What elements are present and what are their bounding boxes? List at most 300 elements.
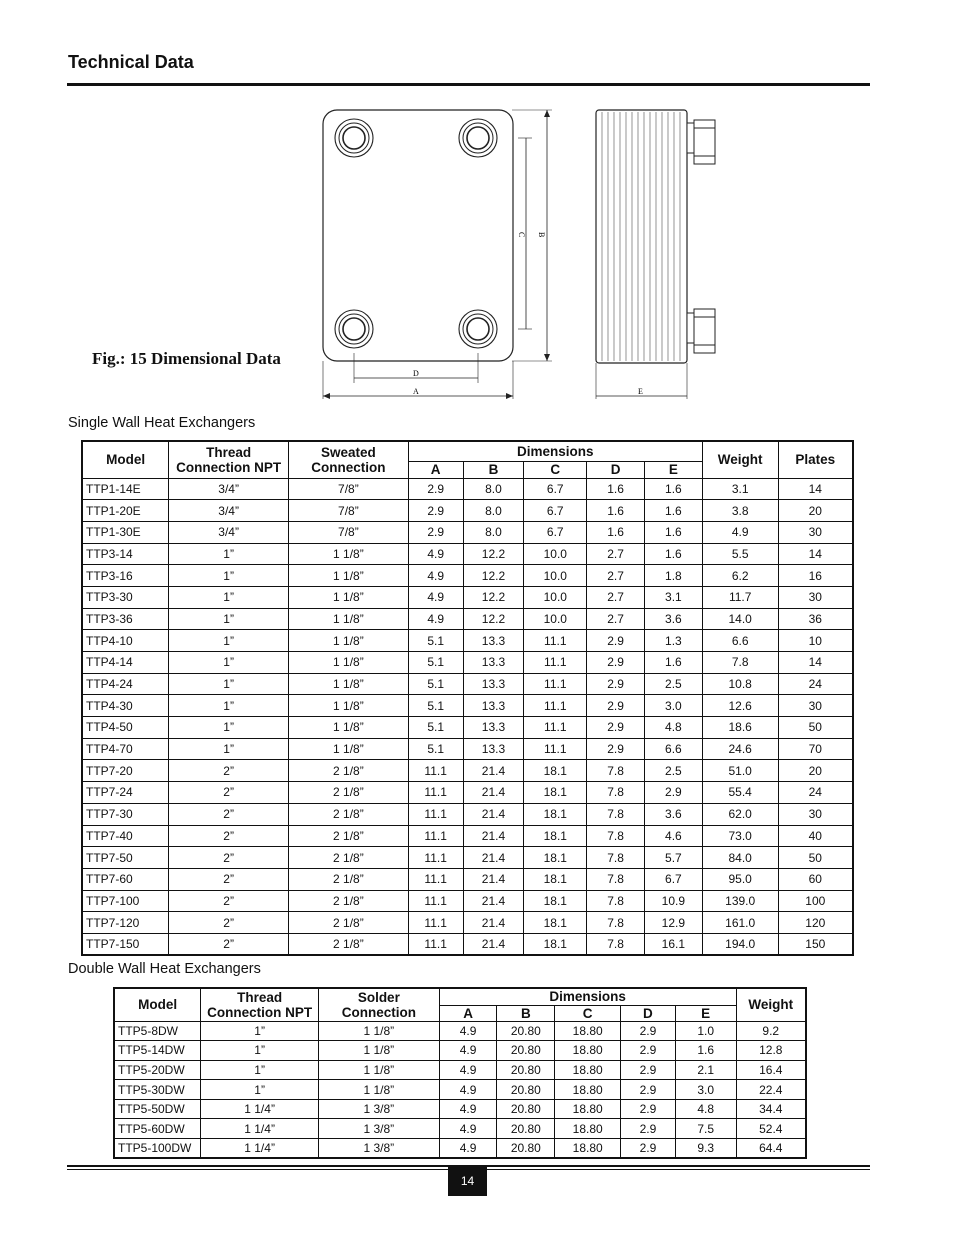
value-cell: 1” xyxy=(201,1080,319,1100)
value-cell: 7.8 xyxy=(587,782,645,804)
single-wall-table-row xyxy=(82,912,853,934)
value-cell: 2.9 xyxy=(621,1021,676,1041)
label-c: C xyxy=(517,232,526,238)
value-cell: 30 xyxy=(778,803,853,825)
value-cell: 2” xyxy=(169,760,289,782)
value-cell: 18.1 xyxy=(524,760,587,782)
single-wall-table-row xyxy=(82,760,853,782)
value-cell: 22.4 xyxy=(736,1080,806,1100)
dimensional-drawing xyxy=(300,95,730,405)
value-cell: 3.1 xyxy=(702,478,778,500)
single-wall-table-row xyxy=(82,825,853,847)
value-cell: 21.4 xyxy=(463,803,524,825)
value-cell: 18.80 xyxy=(555,1139,621,1159)
value-cell: 18.80 xyxy=(555,1041,621,1061)
value-cell: 30 xyxy=(778,521,853,543)
value-cell: 7/8” xyxy=(289,521,409,543)
value-cell: 150 xyxy=(778,933,853,955)
value-cell: 13.3 xyxy=(463,717,524,739)
value-cell: 5.7 xyxy=(644,847,702,869)
value-cell: 50 xyxy=(778,717,853,739)
value-cell: 1 1/8” xyxy=(289,673,409,695)
value-cell: 5.1 xyxy=(408,695,463,717)
value-cell: 1.6 xyxy=(587,478,645,500)
value-cell: 52.4 xyxy=(736,1119,806,1139)
value-cell: 50 xyxy=(778,847,853,869)
double-wall-table-row xyxy=(114,1119,806,1139)
value-cell: 1” xyxy=(169,565,289,587)
model-cell: TTP5-20DW xyxy=(114,1060,201,1080)
single-wall-table-row xyxy=(82,868,853,890)
value-cell: 4.9 xyxy=(439,1021,497,1041)
double-wall-table-row xyxy=(114,1021,806,1041)
value-cell: 5.1 xyxy=(408,717,463,739)
header-dim-c: C xyxy=(524,461,587,478)
single-wall-table-row xyxy=(82,586,853,608)
model-cell: TTP7-24 xyxy=(82,782,169,804)
value-cell: 2.7 xyxy=(587,608,645,630)
value-cell: 11.1 xyxy=(524,695,587,717)
value-cell: 18.1 xyxy=(524,803,587,825)
value-cell: 2 1/8” xyxy=(289,890,409,912)
label-b: B xyxy=(537,232,546,238)
value-cell: 1 1/8” xyxy=(289,695,409,717)
value-cell: 3.0 xyxy=(644,695,702,717)
value-cell: 2.9 xyxy=(621,1041,676,1061)
value-cell: 2” xyxy=(169,933,289,955)
value-cell: 18.1 xyxy=(524,825,587,847)
value-cell: 7.8 xyxy=(587,868,645,890)
value-cell: 36 xyxy=(778,608,853,630)
value-cell: 5.1 xyxy=(408,630,463,652)
value-cell: 21.4 xyxy=(463,760,524,782)
model-cell: TTP5-8DW xyxy=(114,1021,201,1041)
model-cell: TTP4-10 xyxy=(82,630,169,652)
value-cell: 2.9 xyxy=(621,1139,676,1159)
value-cell: 2.9 xyxy=(587,630,645,652)
value-cell: 3/4” xyxy=(169,478,289,500)
value-cell: 2.9 xyxy=(621,1060,676,1080)
value-cell: 1.6 xyxy=(587,521,645,543)
dw-header-dimensions: Dimensions xyxy=(439,988,736,1005)
value-cell: 21.4 xyxy=(463,868,524,890)
value-cell: 1 1/8” xyxy=(289,630,409,652)
value-cell: 2” xyxy=(169,890,289,912)
value-cell: 7.5 xyxy=(675,1119,736,1139)
value-cell: 24.6 xyxy=(702,738,778,760)
model-cell: TTP5-50DW xyxy=(114,1099,201,1119)
value-cell: 30 xyxy=(778,695,853,717)
model-cell: TTP7-100 xyxy=(82,890,169,912)
value-cell: 1 1/8” xyxy=(289,608,409,630)
value-cell: 1 1/8” xyxy=(318,1080,439,1100)
model-cell: TTP5-60DW xyxy=(114,1119,201,1139)
value-cell: 1 1/8” xyxy=(289,652,409,674)
value-cell: 21.4 xyxy=(463,890,524,912)
value-cell: 11.7 xyxy=(702,586,778,608)
value-cell: 1” xyxy=(169,652,289,674)
single-wall-table-row xyxy=(82,782,853,804)
value-cell: 11.1 xyxy=(408,760,463,782)
value-cell: 12.2 xyxy=(463,543,524,565)
value-cell: 2.9 xyxy=(621,1099,676,1119)
value-cell: 6.7 xyxy=(524,521,587,543)
value-cell: 16.1 xyxy=(644,933,702,955)
value-cell: 2.9 xyxy=(621,1119,676,1139)
value-cell: 8.0 xyxy=(463,478,524,500)
value-cell: 5.1 xyxy=(408,738,463,760)
value-cell: 18.1 xyxy=(524,847,587,869)
model-cell: TTP5-100DW xyxy=(114,1139,201,1159)
value-cell: 1” xyxy=(169,630,289,652)
value-cell: 12.2 xyxy=(463,586,524,608)
model-cell: TTP7-30 xyxy=(82,803,169,825)
value-cell: 2 1/8” xyxy=(289,868,409,890)
label-d: D xyxy=(413,369,419,378)
value-cell: 12.8 xyxy=(736,1041,806,1061)
value-cell: 2” xyxy=(169,825,289,847)
label-a: A xyxy=(413,387,419,396)
value-cell: 2.9 xyxy=(408,478,463,500)
value-cell: 2.1 xyxy=(675,1060,736,1080)
value-cell: 18.6 xyxy=(702,717,778,739)
value-cell: 194.0 xyxy=(702,933,778,955)
single-wall-table-row xyxy=(82,630,853,652)
single-wall-table-row xyxy=(82,543,853,565)
value-cell: 1” xyxy=(169,738,289,760)
value-cell: 3/4” xyxy=(169,521,289,543)
single-wall-table-row xyxy=(82,695,853,717)
model-cell: TTP3-30 xyxy=(82,586,169,608)
double-wall-table xyxy=(113,987,807,1159)
value-cell: 1.6 xyxy=(587,500,645,522)
value-cell: 13.3 xyxy=(463,695,524,717)
page-number: 14 xyxy=(448,1166,487,1196)
value-cell: 2.9 xyxy=(587,717,645,739)
value-cell: 10.0 xyxy=(524,608,587,630)
value-cell: 1 1/8” xyxy=(289,586,409,608)
value-cell: 55.4 xyxy=(702,782,778,804)
double-wall-title: Double Wall Heat Exchangers xyxy=(68,961,261,977)
single-wall-table-row xyxy=(82,933,853,955)
value-cell: 10.8 xyxy=(702,673,778,695)
single-wall-table-row xyxy=(82,521,853,543)
value-cell: 21.4 xyxy=(463,847,524,869)
value-cell: 4.9 xyxy=(408,608,463,630)
value-cell: 18.1 xyxy=(524,933,587,955)
value-cell: 3.8 xyxy=(702,500,778,522)
value-cell: 7.8 xyxy=(587,933,645,955)
value-cell: 1 1/4” xyxy=(201,1139,319,1159)
dw-header-thread: Thread Connection NPT xyxy=(201,988,319,1021)
figure-caption: Fig.: 15 Dimensional Data xyxy=(92,349,281,368)
value-cell: 11.1 xyxy=(524,738,587,760)
header-dim-e: E xyxy=(644,461,702,478)
value-cell: 20 xyxy=(778,760,853,782)
value-cell: 11.1 xyxy=(408,782,463,804)
value-cell: 1” xyxy=(169,543,289,565)
value-cell: 11.1 xyxy=(524,717,587,739)
double-wall-table-row xyxy=(114,1099,806,1119)
value-cell: 7.8 xyxy=(587,847,645,869)
double-wall-table-row xyxy=(114,1080,806,1100)
value-cell: 6.6 xyxy=(644,738,702,760)
value-cell: 16 xyxy=(778,565,853,587)
value-cell: 1 1/8” xyxy=(318,1041,439,1061)
value-cell: 11.1 xyxy=(524,652,587,674)
side-view-fitting-top xyxy=(687,120,715,164)
value-cell: 7.8 xyxy=(587,912,645,934)
value-cell: 4.9 xyxy=(408,543,463,565)
header-model: Model xyxy=(82,441,169,478)
value-cell: 21.4 xyxy=(463,782,524,804)
single-wall-table-row xyxy=(82,847,853,869)
value-cell: 12.2 xyxy=(463,565,524,587)
value-cell: 161.0 xyxy=(702,912,778,934)
value-cell: 14 xyxy=(778,478,853,500)
value-cell: 95.0 xyxy=(702,868,778,890)
value-cell: 18.1 xyxy=(524,890,587,912)
header-dim-b: B xyxy=(463,461,524,478)
value-cell: 4.9 xyxy=(439,1060,497,1080)
value-cell: 70 xyxy=(778,738,853,760)
value-cell: 7.8 xyxy=(587,803,645,825)
value-cell: 7/8” xyxy=(289,500,409,522)
value-cell: 4.9 xyxy=(408,565,463,587)
model-cell: TTP7-50 xyxy=(82,847,169,869)
value-cell: 12.9 xyxy=(644,912,702,934)
model-cell: TTP4-30 xyxy=(82,695,169,717)
value-cell: 2” xyxy=(169,803,289,825)
value-cell: 3.6 xyxy=(644,608,702,630)
value-cell: 2.7 xyxy=(587,565,645,587)
double-wall-table-row xyxy=(114,1060,806,1080)
value-cell: 2.5 xyxy=(644,760,702,782)
single-wall-table-row xyxy=(82,478,853,500)
value-cell: 4.9 xyxy=(439,1119,497,1139)
value-cell: 2” xyxy=(169,847,289,869)
value-cell: 11.1 xyxy=(408,912,463,934)
value-cell: 139.0 xyxy=(702,890,778,912)
value-cell: 1” xyxy=(169,586,289,608)
value-cell: 1.6 xyxy=(675,1041,736,1061)
value-cell: 7.8 xyxy=(587,825,645,847)
value-cell: 1 3/8” xyxy=(318,1139,439,1159)
single-wall-table-row xyxy=(82,500,853,522)
value-cell: 10.0 xyxy=(524,543,587,565)
value-cell: 5.1 xyxy=(408,652,463,674)
model-cell: TTP3-14 xyxy=(82,543,169,565)
value-cell: 6.7 xyxy=(524,500,587,522)
value-cell: 10 xyxy=(778,630,853,652)
value-cell: 2.7 xyxy=(587,543,645,565)
value-cell: 2.9 xyxy=(587,695,645,717)
value-cell: 1 3/8” xyxy=(318,1119,439,1139)
value-cell: 3.0 xyxy=(675,1080,736,1100)
double-wall-table-row xyxy=(114,1041,806,1061)
value-cell: 1.6 xyxy=(644,543,702,565)
model-cell: TTP1-30E xyxy=(82,521,169,543)
value-cell: 40 xyxy=(778,825,853,847)
model-cell: TTP7-150 xyxy=(82,933,169,955)
value-cell: 11.1 xyxy=(524,673,587,695)
dw-header-dim-e: E xyxy=(675,1005,736,1021)
value-cell: 60 xyxy=(778,868,853,890)
value-cell: 1” xyxy=(201,1041,319,1061)
dw-header-dim-b: B xyxy=(497,1005,555,1021)
value-cell: 18.80 xyxy=(555,1080,621,1100)
value-cell: 1” xyxy=(169,717,289,739)
value-cell: 2 1/8” xyxy=(289,912,409,934)
value-cell: 2” xyxy=(169,912,289,934)
value-cell: 18.1 xyxy=(524,912,587,934)
value-cell: 20.80 xyxy=(497,1119,555,1139)
header-connection: Sweated Connection xyxy=(289,441,409,478)
value-cell: 9.3 xyxy=(675,1139,736,1159)
value-cell: 100 xyxy=(778,890,853,912)
value-cell: 14.0 xyxy=(702,608,778,630)
model-cell: TTP1-20E xyxy=(82,500,169,522)
single-wall-table-row xyxy=(82,673,853,695)
value-cell: 14 xyxy=(778,543,853,565)
value-cell: 3.1 xyxy=(644,586,702,608)
value-cell: 5.5 xyxy=(702,543,778,565)
model-cell: TTP4-14 xyxy=(82,652,169,674)
value-cell: 30 xyxy=(778,586,853,608)
value-cell: 11.1 xyxy=(408,868,463,890)
value-cell: 34.4 xyxy=(736,1099,806,1119)
value-cell: 2.9 xyxy=(408,521,463,543)
value-cell: 10.0 xyxy=(524,565,587,587)
value-cell: 11.1 xyxy=(408,825,463,847)
value-cell: 1.8 xyxy=(644,565,702,587)
dw-header-dim-a: A xyxy=(439,1005,497,1021)
model-cell: TTP5-30DW xyxy=(114,1080,201,1100)
single-wall-table-row xyxy=(82,738,853,760)
value-cell: 1.6 xyxy=(644,478,702,500)
value-cell: 4.9 xyxy=(408,586,463,608)
value-cell: 64.4 xyxy=(736,1139,806,1159)
value-cell: 1.6 xyxy=(644,652,702,674)
value-cell: 3.6 xyxy=(644,803,702,825)
value-cell: 24 xyxy=(778,673,853,695)
value-cell: 1” xyxy=(201,1021,319,1041)
header-dimensions: Dimensions xyxy=(408,441,702,461)
value-cell: 4.9 xyxy=(439,1080,497,1100)
value-cell: 20.80 xyxy=(497,1041,555,1061)
value-cell: 20.80 xyxy=(497,1139,555,1159)
value-cell: 51.0 xyxy=(702,760,778,782)
value-cell: 9.2 xyxy=(736,1021,806,1041)
value-cell: 1” xyxy=(201,1060,319,1080)
value-cell: 2 1/8” xyxy=(289,847,409,869)
value-cell: 2 1/8” xyxy=(289,933,409,955)
model-cell: TTP7-120 xyxy=(82,912,169,934)
single-wall-title: Single Wall Heat Exchangers xyxy=(68,415,256,431)
header-dim-d: D xyxy=(587,461,645,478)
value-cell: 18.80 xyxy=(555,1119,621,1139)
value-cell: 8.0 xyxy=(463,500,524,522)
header-dim-a: A xyxy=(408,461,463,478)
value-cell: 1 1/4” xyxy=(201,1099,319,1119)
value-cell: 24 xyxy=(778,782,853,804)
value-cell: 4.9 xyxy=(702,521,778,543)
value-cell: 2 1/8” xyxy=(289,782,409,804)
value-cell: 11.1 xyxy=(408,933,463,955)
value-cell: 12.2 xyxy=(463,608,524,630)
value-cell: 1” xyxy=(169,695,289,717)
value-cell: 1 1/8” xyxy=(289,565,409,587)
value-cell: 8.0 xyxy=(463,521,524,543)
value-cell: 2” xyxy=(169,782,289,804)
value-cell: 1 1/8” xyxy=(318,1060,439,1080)
value-cell: 6.6 xyxy=(702,630,778,652)
value-cell: 62.0 xyxy=(702,803,778,825)
model-cell: TTP5-14DW xyxy=(114,1041,201,1061)
value-cell: 1 1/4” xyxy=(201,1119,319,1139)
value-cell: 1 1/8” xyxy=(289,738,409,760)
value-cell: 2 1/8” xyxy=(289,803,409,825)
value-cell: 20.80 xyxy=(497,1021,555,1041)
dw-header-weight: Weight xyxy=(736,988,806,1021)
value-cell: 1.0 xyxy=(675,1021,736,1041)
single-wall-table-row xyxy=(82,608,853,630)
model-cell: TTP7-20 xyxy=(82,760,169,782)
single-wall-table-row xyxy=(82,890,853,912)
model-cell: TTP4-24 xyxy=(82,673,169,695)
value-cell: 4.8 xyxy=(644,717,702,739)
value-cell: 6.2 xyxy=(702,565,778,587)
header-weight: Weight xyxy=(702,441,778,478)
value-cell: 2” xyxy=(169,868,289,890)
model-cell: TTP7-40 xyxy=(82,825,169,847)
value-cell: 4.9 xyxy=(439,1099,497,1119)
dw-header-dim-c: C xyxy=(555,1005,621,1021)
dw-header-model: Model xyxy=(114,988,201,1021)
value-cell: 14 xyxy=(778,652,853,674)
model-cell: TTP7-60 xyxy=(82,868,169,890)
single-wall-table-row xyxy=(82,803,853,825)
value-cell: 20 xyxy=(778,500,853,522)
value-cell: 21.4 xyxy=(463,825,524,847)
value-cell: 6.7 xyxy=(524,478,587,500)
dw-header-dim-d: D xyxy=(621,1005,676,1021)
value-cell: 2.9 xyxy=(587,738,645,760)
value-cell: 7/8” xyxy=(289,478,409,500)
value-cell: 11.1 xyxy=(408,803,463,825)
value-cell: 18.1 xyxy=(524,868,587,890)
value-cell: 2.7 xyxy=(587,586,645,608)
value-cell: 7.8 xyxy=(702,652,778,674)
value-cell: 2.9 xyxy=(587,652,645,674)
value-cell: 4.6 xyxy=(644,825,702,847)
single-wall-table-row xyxy=(82,565,853,587)
single-wall-table-row xyxy=(82,717,853,739)
value-cell: 1 1/8” xyxy=(318,1021,439,1041)
value-cell: 12.6 xyxy=(702,695,778,717)
value-cell: 10.0 xyxy=(524,586,587,608)
value-cell: 5.1 xyxy=(408,673,463,695)
value-cell: 1 1/8” xyxy=(289,717,409,739)
value-cell: 4.9 xyxy=(439,1041,497,1061)
value-cell: 4.9 xyxy=(439,1139,497,1159)
value-cell: 11.1 xyxy=(408,890,463,912)
value-cell: 13.3 xyxy=(463,652,524,674)
label-e: E xyxy=(638,387,643,396)
model-cell: TTP4-50 xyxy=(82,717,169,739)
value-cell: 1” xyxy=(169,673,289,695)
dw-header-connection: Solder Connection xyxy=(318,988,439,1021)
